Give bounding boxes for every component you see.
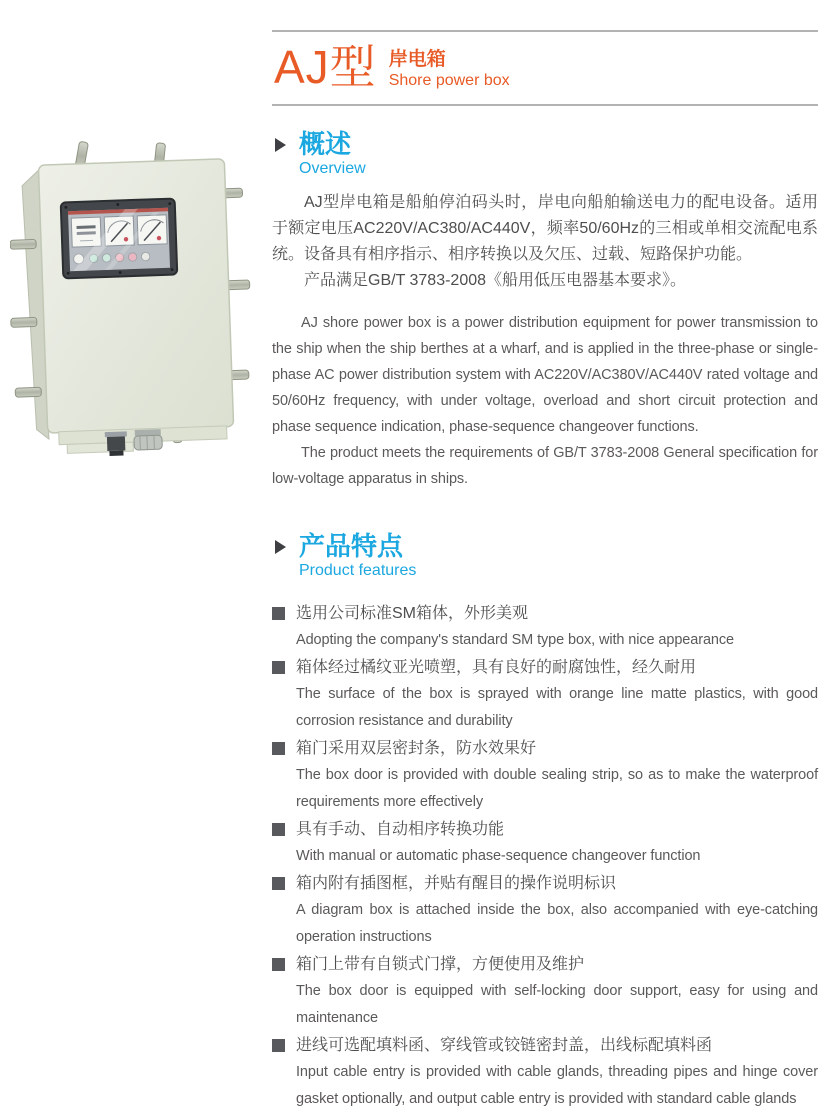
product-title <box>272 32 818 104</box>
feature-cn-text: 箱体经过橘纹亚光喷塑，具有良好的耐腐蚀性，经久耐用 <box>296 659 697 676</box>
cable-gland-silver <box>134 429 163 450</box>
product-photo <box>10 136 258 456</box>
feature-cn <box>272 1032 818 1059</box>
feature-en: The box door is equipped with self-locking door support, easy for using and maintenance <box>296 983 818 1026</box>
section-features-heading <box>272 532 818 580</box>
feature-item <box>272 816 818 870</box>
square-bullet-icon <box>272 661 285 674</box>
feature-en: The box door is provided with double sealing strip, so as to make the waterproof requirements more effectively <box>296 767 818 810</box>
feature-item <box>272 1032 818 1113</box>
feature-item <box>272 951 818 1032</box>
feature-en: Input cable entry is provided with cable glands, threading pipes and hinge cover gasket optionally, and output cable entry is provided with standard cable glands <box>296 1064 818 1107</box>
product-subtitle <box>389 49 510 92</box>
shore-power-box-illustration <box>10 136 258 456</box>
feature-cn-text: 选用公司标准SM箱体，外形美观 <box>296 605 529 622</box>
feature-cn-text: 具有手动、自动相序转换功能 <box>296 821 505 838</box>
feature-cn <box>272 870 818 897</box>
feature-cn <box>272 816 818 843</box>
feature-cn <box>272 600 818 627</box>
section-overview-heading <box>272 130 818 178</box>
square-bullet-icon <box>272 742 285 755</box>
square-bullet-icon <box>272 958 285 971</box>
product-name-cn: 岸电箱 <box>388 49 446 70</box>
meter-window <box>61 199 178 279</box>
feature-en: Adopting the company's standard SM type box, with nice appearance <box>296 632 734 648</box>
square-bullet-icon <box>272 607 285 620</box>
square-bullet-icon <box>272 1039 285 1052</box>
overview-paragraph-cn: AJ型岸电箱是船舶停泊码头时，岸电向船舶输送电力的配电设备。适用于额定电压AC220V/AC380/AC440V，频率50/60Hz的三相或单相交流配电系统。设备具有相序指示、相序转换以及欠压、过载、短路保护功能。 <box>272 194 818 263</box>
feature-en: A diagram box is attached inside the box, also accompanied with eye-catching operation instructions <box>296 902 818 945</box>
feature-en: With manual or automatic phase-sequence changeover function <box>296 848 701 864</box>
divider-title-bottom <box>272 104 818 106</box>
overview-heading-en: Overview <box>299 160 366 177</box>
feature-cn <box>272 735 818 762</box>
overview-paragraph-en: AJ shore power box is a power distribution equipment for power transmission to the ship when the ship berthes at a wharf, and is applied in the three-phase or single-phase AC power distribution system with AC220V/AC380V/AC440V rated voltage and 50/60Hz frequency, with under voltage, overload and short circuit protection and phase sequence indication, phase-sequence changeover functions. <box>272 315 818 435</box>
square-bullet-icon <box>272 877 285 890</box>
feature-cn-text: 箱门采用双层密封条，防水效果好 <box>296 740 537 757</box>
feature-cn-text: 箱内附有插图框，并贴有醒目的操作说明标识 <box>296 875 617 892</box>
analog-meter-1 <box>71 217 101 247</box>
overview-heading-cn: 概述 <box>299 129 352 159</box>
feature-cn-text: 进线可选配填料函、穿线管或铰链密封盖，出线标配填料函 <box>296 1037 713 1054</box>
square-bullet-icon <box>272 823 285 836</box>
section-arrow-icon <box>275 138 286 152</box>
product-name-en: Shore power box <box>388 72 510 89</box>
feature-en: The surface of the box is sprayed with orange line matte plastics, with good corrosion resistance and durability <box>296 686 818 729</box>
features-heading-en: Product features <box>299 562 417 579</box>
feature-item <box>272 870 818 951</box>
content-column <box>272 30 818 1113</box>
section-arrow-icon <box>275 540 286 554</box>
feature-list <box>272 600 818 1113</box>
feature-item <box>272 654 818 735</box>
features-heading-cn: 产品特点 <box>299 531 404 561</box>
overview-paragraph-cn: 产品满足GB/T 3783-2008《船用低压电器基本要求》。 <box>304 272 687 289</box>
feature-cn-text: 箱门上带有自锁式门撑，方便使用及维护 <box>296 956 585 973</box>
overview-paragraph-en: The product meets the requirements of GB/T 3783-2008 General specification for low-voltage apparatus in ships. <box>272 445 818 487</box>
feature-cn <box>272 951 818 978</box>
feature-cn <box>272 654 818 681</box>
model-name: AJ型 <box>274 41 377 93</box>
feature-item <box>272 600 818 654</box>
feature-item <box>272 735 818 816</box>
